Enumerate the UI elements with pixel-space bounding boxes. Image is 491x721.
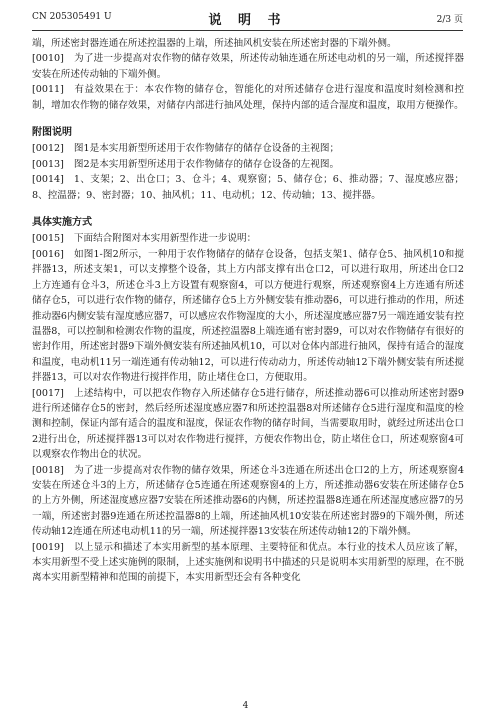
paragraph-number: [0016] [32, 248, 64, 260]
paragraph [32, 141, 464, 156]
paragraph-number: [0013] [32, 158, 64, 170]
page-number: 4 [242, 701, 249, 711]
paragraph-text: 以上显示和描述了本实用新型的基本原理、主要特征和优点。本行业的技术人员应该了解，本实用新型不受上述实施例的限制，上述实施例和说明书中描述的只是说明本实用新型的原理，在不脱离本实用新型精神和范围的前提下，本实用新型还会有各种变化 [32, 541, 464, 584]
paragraph-text: 有益效果在于：本农作物的储存仓，智能化的对所述储存仓进行湿度和温度时刻检测和控制，增加农作物的储存效果，对储存内部进行抽风处理，保持内部的适合湿度和温度，取用方便操作。 [32, 84, 464, 111]
paragraph [32, 247, 464, 386]
paragraph [32, 463, 464, 540]
paragraph-continued [32, 36, 464, 51]
document-number: CN 205305491 U [32, 12, 112, 22]
paragraph [32, 157, 464, 172]
document-body [32, 36, 464, 586]
page-header [32, 8, 463, 31]
paragraph-number: [0015] [32, 233, 64, 245]
paragraph-text: 下面结合附图对本实用新型作进一步说明： [73, 233, 257, 245]
paragraph-text: 端，所述密封器连通在所述控温器的上端，所述抽风机安装在所述密封器的下端外侧。 [32, 38, 397, 49]
paragraph-number: [0010] [32, 53, 64, 65]
paragraph-text: 上述结构中，可以把农作物存入所述储存仓5进行储存，所述推动器6可以推动所述密封器9进行所述储存仓5的密封，然后经所述湿度感应器7和所述控温器8对所述储存仓5进行湿度和温度的检测和控制，保证内部有适合的温度和湿度，保证农作物的储存时间，当需要取用时，就经过所述出仓口2进行出仓，所述搅拌器13可以对农作物进行搅拌，方便农作物出仓，防止堵住仓口，所述观察窗4可以观察农作物出仓的状况。 [32, 387, 464, 461]
paragraph-text: 图1是本实用新型所述用于农作物储存的储存仓设备的主视图； [73, 143, 340, 155]
paragraph-number: [0019] [32, 541, 64, 553]
paragraph-text: 图2是本实用新型所述用于农作物储存的储存仓设备的左视图。 [73, 158, 340, 170]
section-title-figures: 附图说明 [32, 127, 72, 139]
document-title: 说 明 书 [208, 13, 287, 28]
page-indicator: 2/3 页 [436, 15, 463, 25]
paragraph-text: 为了进一步提高对农作物的储存效果，所述仓斗3连通在所述出仓口2的上方，所述观察窗4安装在所述仓斗3的上方，所述储存仓5连通在所述观察窗4的上方，所述推动器6安装在所述储存仓5的上方外侧，所述湿度感应器7安装在所述推动器6的内侧，所述控温器8连通在所述湿度感应器7的另一端，所述密封器9连通在所述控温器8的上端，所述抽风机10安装在所述密封器9的下端外侧，所述传动轴12连通在所述电动机11的另一端，所述搅拌器13安装在所述传动轴12的下端外侧。 [32, 464, 464, 538]
section-title-embodiments: 具体实施方式 [32, 217, 92, 229]
paragraph-number: [0014] [32, 174, 64, 186]
paragraph-number: [0017] [32, 387, 64, 399]
paragraph [32, 172, 464, 203]
paragraph [32, 82, 464, 113]
paragraph [32, 231, 464, 246]
paragraph [32, 386, 464, 463]
paragraph [32, 51, 464, 82]
paragraph-number: [0012] [32, 143, 64, 155]
paragraph-text: 如图1-图2所示，一种用于农作物储存的储存仓设备，包括支架1、储存仓5、抽风机10和搅拌器13，所述支架1，可以支撑整个设备，其上方内部支撑有出仓口2，可以进行取用，所述出仓口2上方连通有仓斗3，所述仓斗3上方设置有观察窗4，可以方便进行观察，所述观察窗4上方连通有所述储存仓5，可以进行农作物的储存，所述储存仓5上方外侧安装有推动器6，可以进行推动的作用，所述推动器6内侧安装有湿度感应器7，可以感应农作物湿度的大小，所述湿度感应器7另一端连通安装有控温器8，可以控制和检测农作物的温度，所述控温器8上端连通有密封器9，可以对农作物储存有很好的密封作用，所述密封器9下端外侧安装有所述抽风机10，可以对仓体内部进行抽风，保持有适合的湿度和温度，电动机11另一端连通有传动轴12，可以进行传动动力，所述传动轴12下端外侧安装有所述搅拌器13，可以对农作物进行搅拌作用，防止堵住仓口，方便取用。 [32, 248, 464, 384]
paragraph-text: 为了进一步提高对农作物的储存效果，所述传动轴连通在所述电动机的另一端，所述搅拌器安装在所述传动轴的下端外侧。 [32, 53, 464, 80]
paragraph [32, 540, 464, 586]
paragraph-number: [0018] [32, 464, 64, 476]
paragraph-number: [0011] [32, 84, 64, 96]
paragraph-text: 1、支架；2、出仓口；3、仓斗；4、观察窗；5、储存仓；6、推动器；7、湿度感应器；8、控温器；9、密封器；10、抽风机；11、电动机；12、传动轴；13、搅拌器。 [32, 174, 464, 201]
